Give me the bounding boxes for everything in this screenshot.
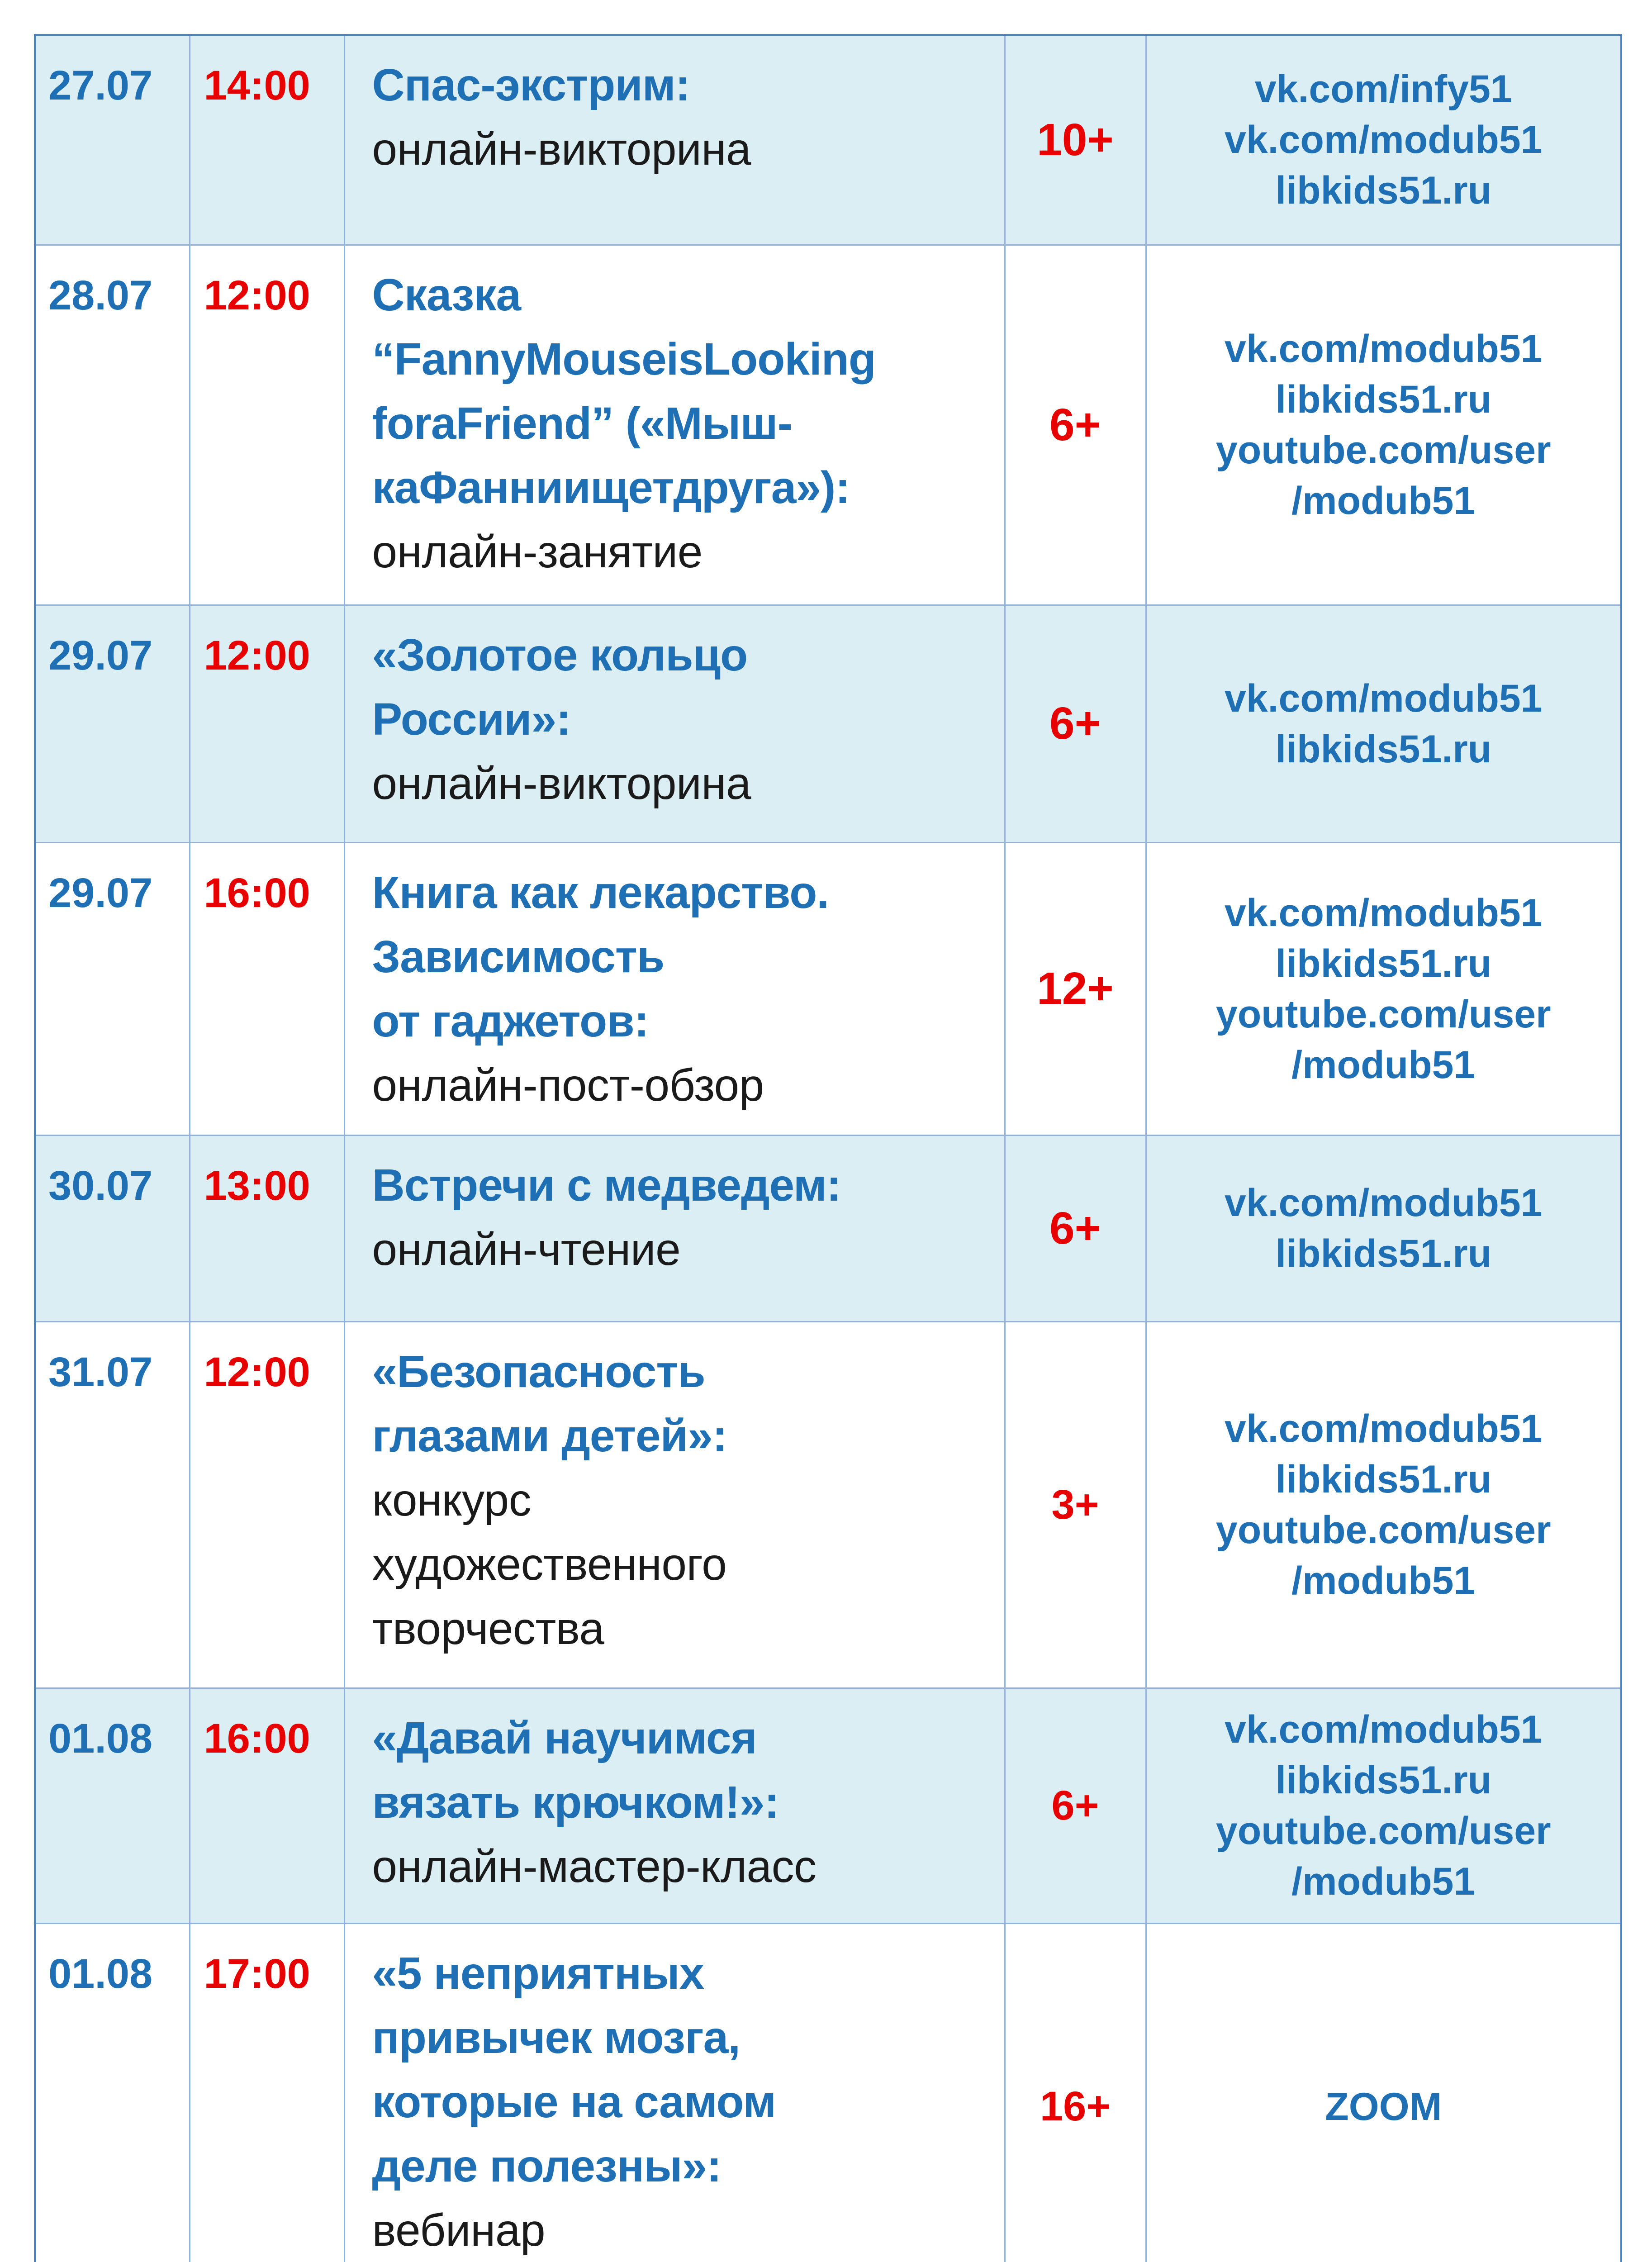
event-time: 14:00 [190,35,344,245]
event-links [1146,842,1621,1135]
event-format-line: онлайн-занятие [372,526,703,577]
event-title-line: России»: [372,694,571,745]
event-title-cell [344,35,1005,245]
event-title-line: «Давай научимся [372,1712,757,1763]
event-title-line: деле полезны»: [372,2140,722,2191]
event-date: 29.07 [35,605,190,842]
event-link[interactable]: /modub51 [1291,1860,1476,1903]
event-links [1146,1688,1621,1923]
event-links [1146,1135,1621,1321]
event-title-line: «Безопасность [372,1346,705,1397]
table-row [35,1321,1621,1688]
event-time: 12:00 [190,245,344,605]
event-time: 12:00 [190,1321,344,1688]
age-rating: 3+ [1005,1321,1146,1688]
event-date: 31.07 [35,1321,190,1688]
event-title-line: «5 неприятных [372,1948,704,1999]
event-link[interactable]: vk.com/modub51 [1224,1407,1543,1450]
event-title-line: Сказка [372,269,521,320]
event-link[interactable]: vk.com/modub51 [1224,327,1543,371]
event-links [1146,1923,1621,2262]
event-date: 01.08 [35,1688,190,1923]
event-title-line: Спас-экстрим: [372,60,690,110]
event-date: 29.07 [35,842,190,1135]
age-rating: 6+ [1005,245,1146,605]
event-title-line: foraFriend” («Мыш- [372,398,793,449]
event-time: 17:00 [190,1923,344,2262]
age-rating: 6+ [1005,1135,1146,1321]
event-format-line: онлайн-пост-обзор [372,1060,764,1111]
event-link[interactable]: /modub51 [1291,1559,1476,1602]
event-title-cell [344,605,1005,842]
table-row [35,1135,1621,1321]
event-schedule-table [34,34,1622,2262]
event-format-line: вебинар [372,2205,546,2256]
event-format-line: художественного [372,1539,727,1590]
table-row [35,1688,1621,1923]
table-row [35,605,1621,842]
event-date: 01.08 [35,1923,190,2262]
event-links [1146,605,1621,842]
age-rating: 6+ [1005,1688,1146,1923]
event-link[interactable]: vk.com/modub51 [1224,1181,1543,1225]
event-date: 28.07 [35,245,190,605]
event-link[interactable]: /modub51 [1291,479,1476,523]
event-link[interactable]: vk.com/modub51 [1224,1708,1543,1751]
age-rating: 6+ [1005,605,1146,842]
event-title-cell [344,1135,1005,1321]
event-links [1146,245,1621,605]
event-link[interactable]: libkids51.ru [1275,378,1492,421]
table-row [35,35,1621,245]
event-title-line: от гаджетов: [372,995,649,1046]
event-link[interactable]: /modub51 [1291,1043,1476,1087]
event-title-line: «Золотое кольцо [372,629,748,680]
event-format-line: конкурс [372,1474,532,1525]
event-title-line: которые на самом [372,2076,776,2127]
event-link[interactable]: ZOOM [1325,2085,1442,2129]
event-title-cell [344,1923,1005,2262]
event-title-cell [344,1321,1005,1688]
event-link[interactable]: youtube.com/user [1215,428,1551,472]
event-links [1146,1321,1621,1688]
event-title-line: Встречи с медведем: [372,1160,841,1211]
table-row [35,245,1621,605]
event-format-line: онлайн-чтение [372,1224,681,1275]
event-format-line: онлайн-викторина [372,758,751,809]
event-link[interactable]: libkids51.ru [1275,1758,1492,1802]
event-format-line: онлайн-викторина [372,124,751,175]
event-link[interactable]: youtube.com/user [1215,1508,1551,1552]
event-title-line: привычек мозга, [372,2012,741,2063]
event-title-line: каФанниищетдруга»): [372,462,850,513]
event-time: 12:00 [190,605,344,842]
event-date: 27.07 [35,35,190,245]
event-title-line: Зависимость [372,931,665,982]
event-format-line: онлайн-мастер-класс [372,1841,817,1892]
event-link[interactable]: youtube.com/user [1215,1809,1551,1853]
event-link[interactable]: vk.com/modub51 [1224,676,1543,720]
table-row [35,1923,1621,2262]
event-title-line: “FannyMouseisLooking [372,333,876,385]
event-link[interactable]: libkids51.ru [1275,1232,1492,1275]
event-link[interactable]: libkids51.ru [1275,941,1492,985]
event-link[interactable]: youtube.com/user [1215,992,1551,1036]
event-link[interactable]: libkids51.ru [1275,169,1492,213]
event-format-line: творчества [372,1603,604,1654]
event-link[interactable]: libkids51.ru [1275,1458,1492,1501]
event-time: 13:00 [190,1135,344,1321]
event-time: 16:00 [190,842,344,1135]
event-date: 30.07 [35,1135,190,1321]
age-rating: 10+ [1005,35,1146,245]
event-link[interactable]: vk.com/modub51 [1224,118,1543,162]
event-title-cell [344,1688,1005,1923]
event-title-cell [344,245,1005,605]
table-row [35,842,1621,1135]
event-links [1146,35,1621,245]
event-link[interactable]: vk.com/modub51 [1224,891,1543,935]
event-link[interactable]: libkids51.ru [1275,727,1492,771]
event-title-line: вязать крючком!»: [372,1777,779,1828]
age-rating: 12+ [1005,842,1146,1135]
event-title-cell [344,842,1005,1135]
event-link[interactable]: vk.com/infy51 [1254,67,1512,111]
age-rating: 16+ [1005,1923,1146,2262]
event-time: 16:00 [190,1688,344,1923]
event-title-line: глазами детей»: [372,1410,727,1461]
event-title-line: Книга как лекарство. [372,867,829,918]
